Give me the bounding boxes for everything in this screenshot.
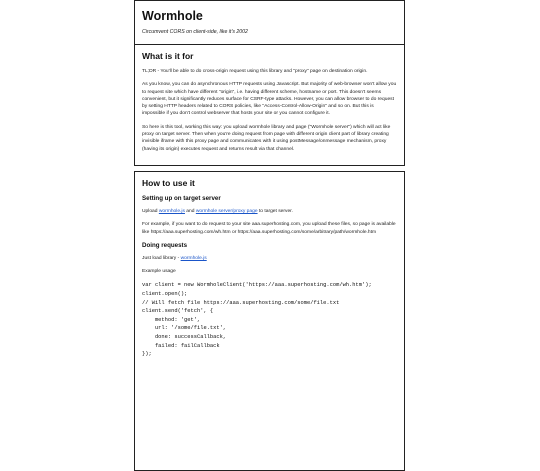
page-container (134, 0, 405, 471)
example-usage-label: Example usage (142, 269, 176, 275)
code-example: var client = new WormholeClient('https://aaa.superhosting.com/wh.htm'); client.open(); // Will fetch file https://aaa.superhosting.com/some/file.txt client.send('fetch', { method: 'get', url: '/some/file.txt', done: successCallback, failed: failCallback }); (142, 282, 372, 358)
what-section (134, 45, 405, 166)
upload-paragraph (142, 208, 398, 215)
what-paragraph-1: TL;DR - You'll be able to do cross-origin request using this library and "proxy" page on destination origin. (142, 69, 368, 74)
how-heading: How to use it (142, 177, 195, 188)
load-paragraph (142, 255, 398, 262)
upload-prefix: Upload (142, 208, 159, 214)
server-page-link[interactable]: wormhole server/proxy page (195, 208, 258, 214)
header-box (134, 0, 405, 45)
setup-heading: Setting up on target server (142, 194, 221, 202)
doing-requests-heading: Doing requests (142, 241, 188, 249)
upload-and: and (184, 208, 196, 214)
what-paragraph-3: So here is this tool, working this way: you upload wormhole library and page ("Wormhole server") which will act like proxy on target server. Then when you're doing request from page with different origin client part of library creating invisible iframe with this proxy page and communicates with it using postMessage/onmessage mechanism, proxy (having its origin) executes request and returns result via that channel. (142, 124, 391, 152)
what-paragraph-2: As you know, you can do asynchronous HTTP requests using Javascript. But majority of web-browser won't allow you to request site which have different "origin", i.e. having different scheme, hostname or port. This doesn't seems convenient, but it significantly reduces surface for CSRF-type attacks. However, you can allow browser to do request by setting HTTP headers related to CORS policies, like "Access-Control-Allow-Origin" and so on. But this is impossible if you don't control webserver that hosts your site or you cannot configure it. (142, 82, 397, 117)
load-prefix: Just load library - (142, 255, 181, 261)
upload-suffix: to target server. (257, 208, 293, 214)
page-tagline: Circumvent CORS on client-side, like it's 2002 (142, 29, 248, 35)
example-paragraph: For example, if you want to do request to your site aaa.superhosting.com, you upload these files, so page is available like https://aaa.superhosting.com/wh.htm or https://aaa.superhosting.com/some/arbitrary/path/wormhole.htm (142, 222, 396, 235)
wormhole-js-link-2[interactable]: wormhole.js (180, 255, 207, 261)
what-heading: What is it for (142, 51, 194, 61)
page-title: Wormhole (142, 9, 203, 23)
wormhole-js-link[interactable]: wormhole.js (158, 208, 185, 214)
how-section (134, 171, 405, 471)
